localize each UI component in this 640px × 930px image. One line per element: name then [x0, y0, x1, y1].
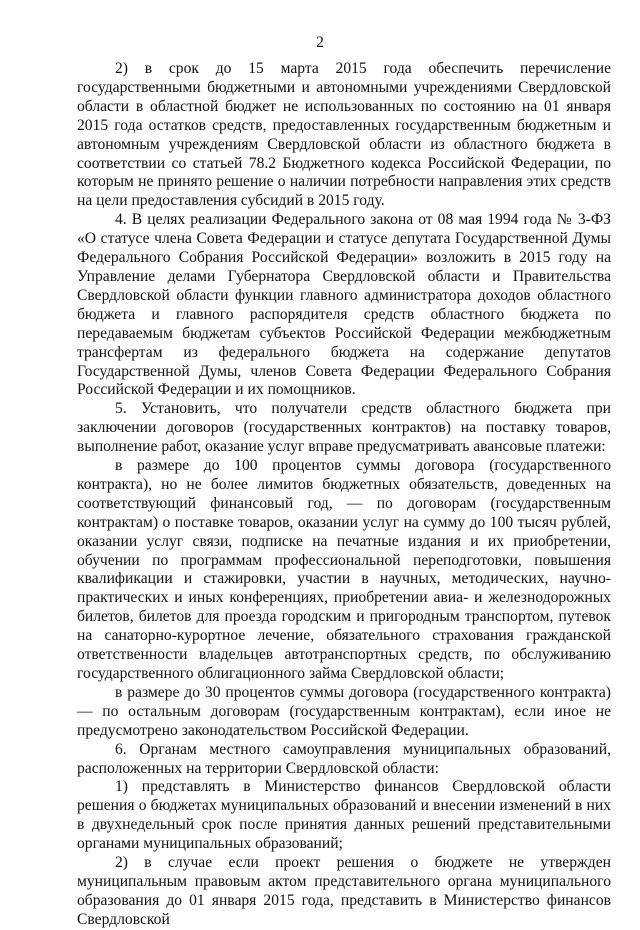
paragraph-item-6: 6. Органам местного самоуправления муниципальных образований, расположенных на территории Свердловской области: [77, 740, 611, 777]
paragraph-item-2: 2) в срок до 15 марта 2015 года обеспечить перечисление государственными бюджетными и автономными учреждениями Свердловской области в областной бюджет не использованных по состоянию на 01 января 2015 года остатков средств, предоставленных государственным бюджетным и автономным учреждениям Свердловской области из областного бюджета в соответствии со статьей 78.2 Бюджетного кодекса Российской Федерации, по которым не принято решение о наличии потребности направления этих средств на цели предоставления субсидий в 2015 году. [77, 60, 611, 210]
paragraph-item-5: 5. Установить, что получатели средств областного бюджета при заключении договоров (государственных контрактов) на поставку товаров, выполнение работ, оказание услуг вправе предусматривать авансовые платежи: [77, 400, 611, 456]
paragraph-item-4: 4. В целях реализации Федерального закона от 08 мая 1994 года № 3-ФЗ «О статусе члена Совета Федерации и статусе депутата Государственной Думы Федерального Собрания Российской Федерации» возложить в 2015 году на Управление делами Губернатора Свердловской области и Правительства Свердловской области функции главного администратора доходов областного бюджета и главного распорядителя средств областного бюджета по передаваемым бюджетам субъектов Российской Федерации межбюджетным трансфертам из федерального бюджета на содержание депутатов Государственной Думы, членов Совета Федерации Федерального Собрания Российской Федерации и их помощников. [77, 211, 611, 399]
paragraph-advance-100: в размере до 100 процентов суммы договора (государственного контракта), но не более лимитов бюджетных обязательств, доведенных на соответствующий финансовый год, — по договорам (государственным контрактам) о поставке товаров, оказании услуг на сумму до 100 тысяч рублей, оказании услуг связи, подписке на печатные издания и их приобретении, обучении по программам профессиональной переподготовки, повышения квалификации и стажировки, участии в научных, методических, научно-практических и иных конференциях, приобретении авиа- и железнодорожных билетов, билетов для проезда городским и пригородным транспортом, путевок на санаторно-курортное лечение, обязательного страхования гражданской ответственности владельцев автотранспортных средств, по обслуживанию государственного облигационного займа Свердловской области; [77, 457, 611, 682]
paragraph-subitem-1: 1) представлять в Министерство финансов Свердловской области решения о бюджетах муниципальных образований и внесении изменений в них в двухнедельный срок после принятия данных решений представительными органами муниципальных образований; [77, 778, 611, 853]
paragraph-advance-30: в размере до 30 процентов суммы договора (государственного контракта) — по остальным договорам (государственным контрактам), если иное не предусмотрено законодательством Российской Федерации. [77, 683, 611, 739]
paragraph-subitem-2: 2) в случае если проект решения о бюджете не утвержден муниципальным правовым актом представительного органа муниципального образования до 01 января 2015 года, представить в Министерство финансов Свердловской [77, 854, 611, 928]
document-body [77, 60, 611, 930]
page-number: 2 [316, 34, 324, 51]
